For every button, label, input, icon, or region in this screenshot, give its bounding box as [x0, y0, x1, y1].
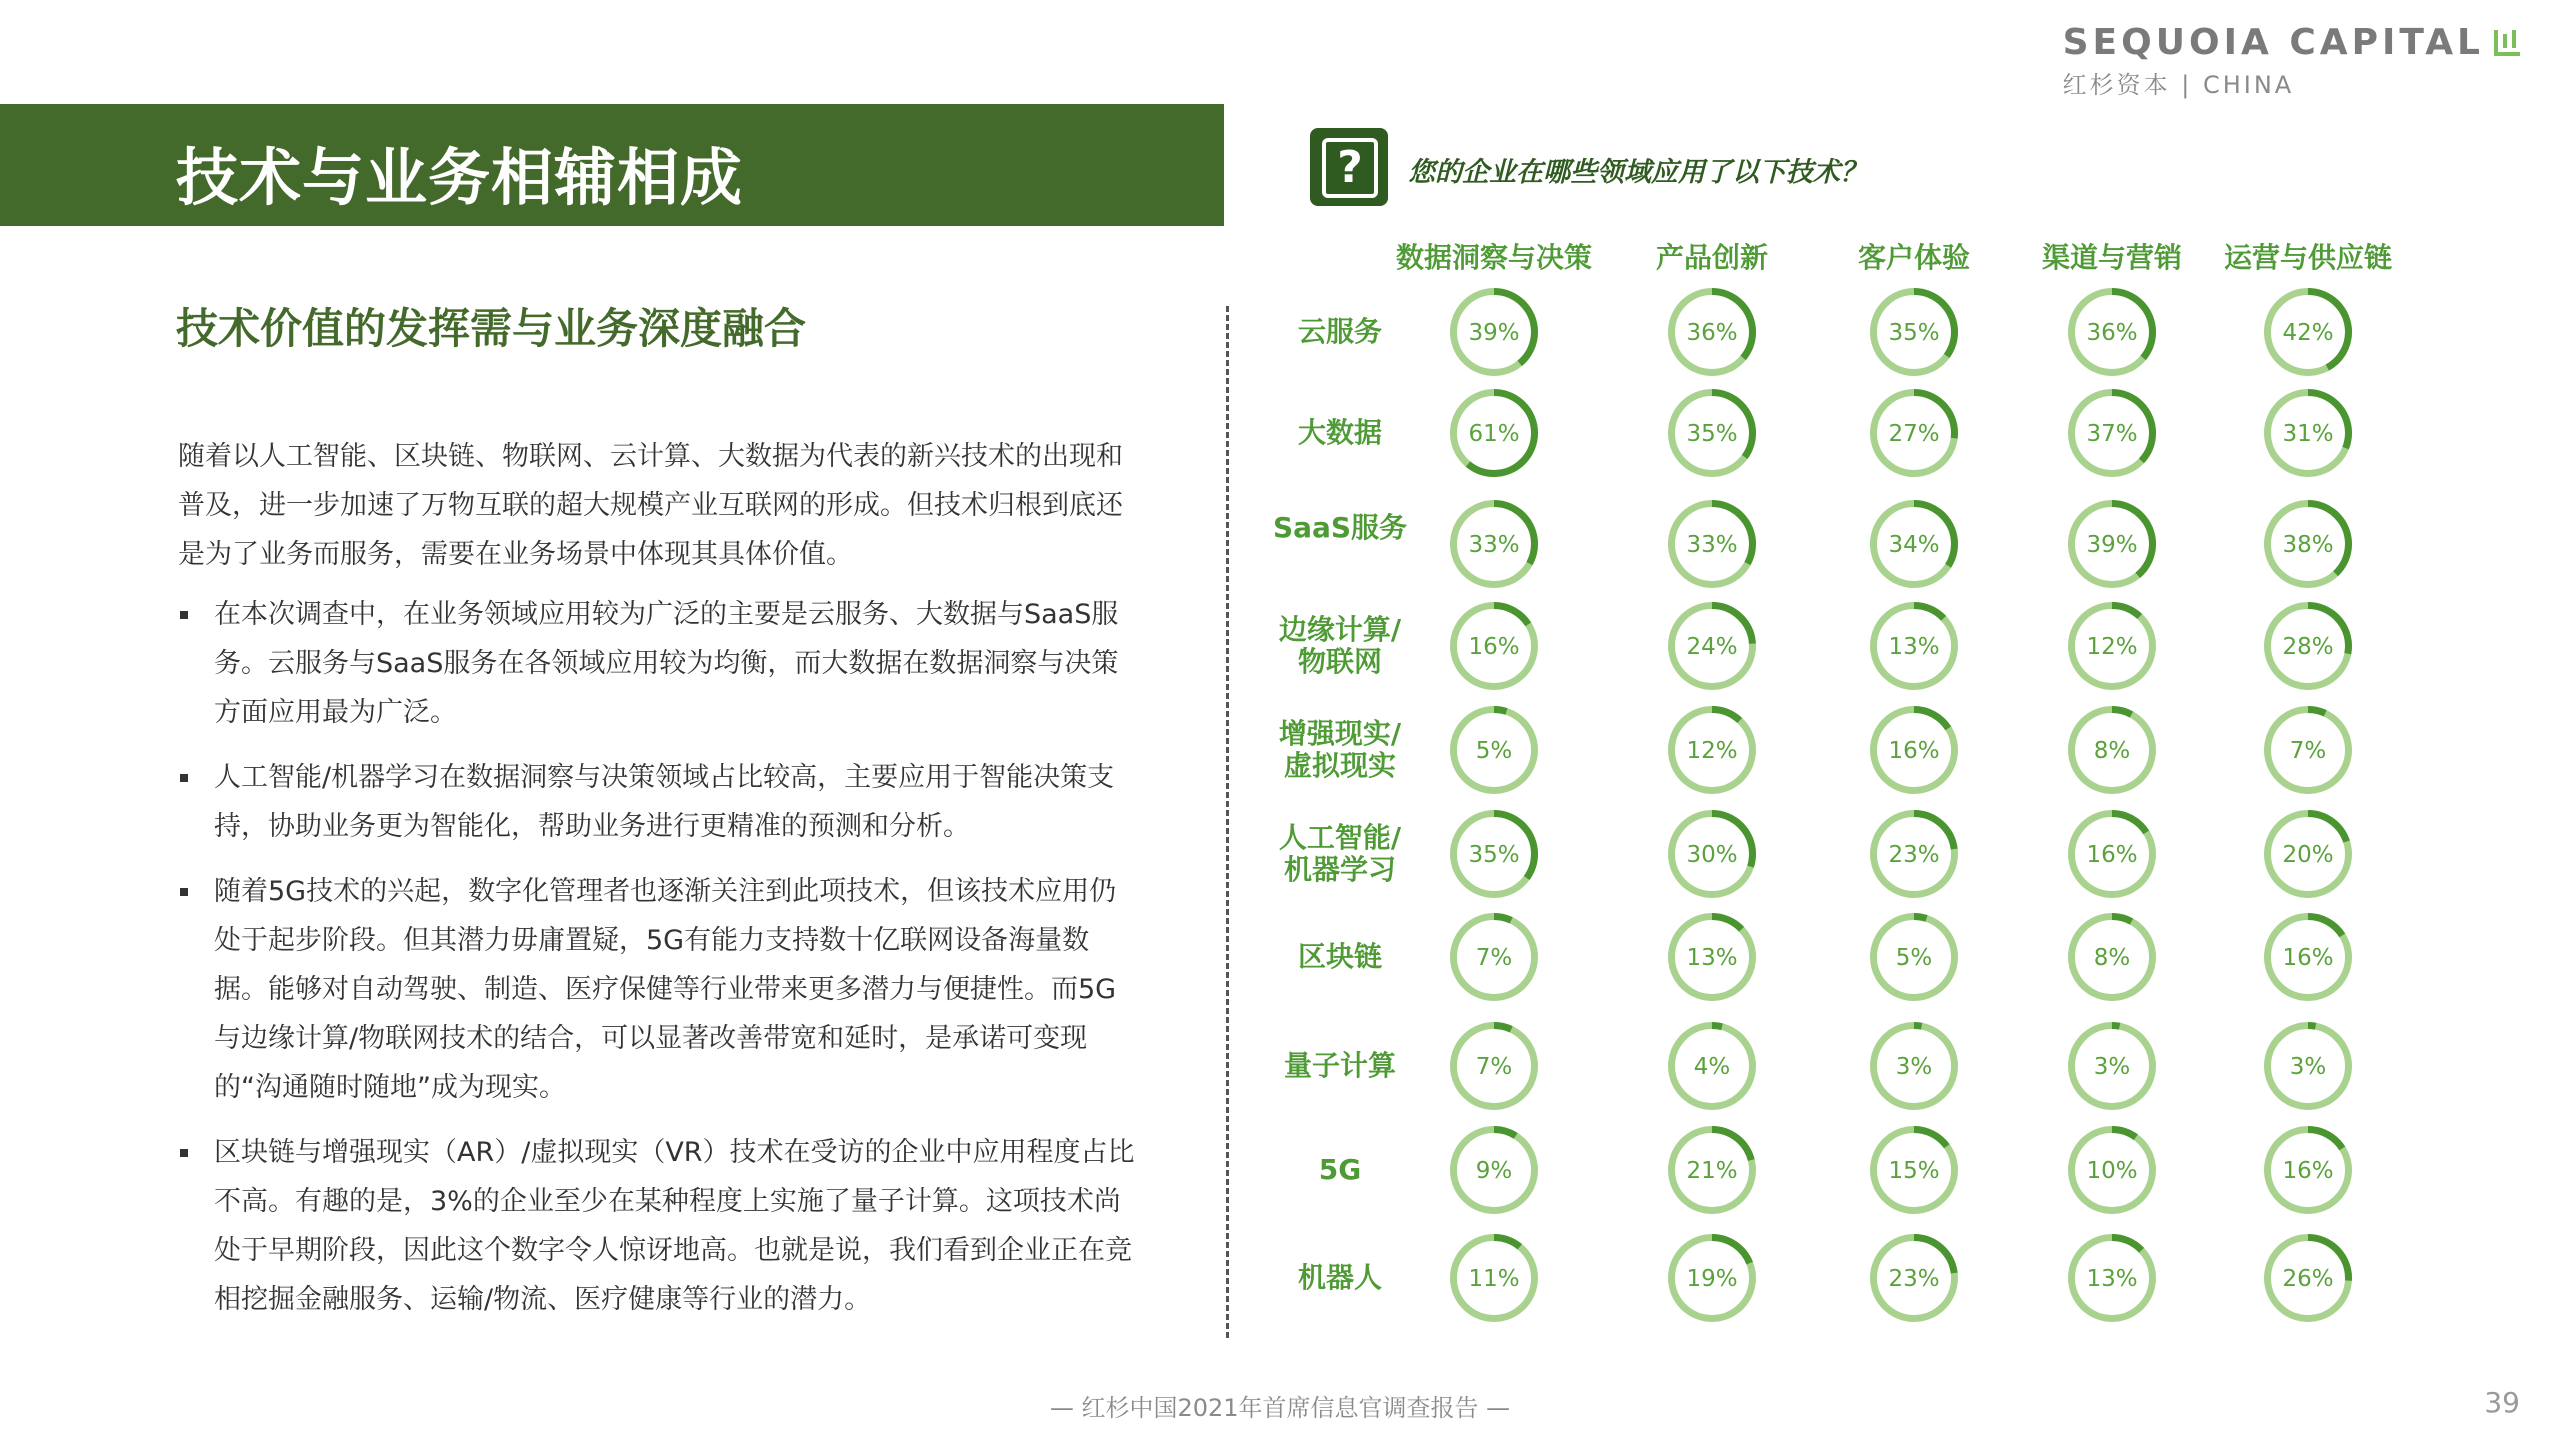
donut [1454, 1130, 1535, 1211]
donut [1672, 917, 1753, 998]
donut [2268, 504, 2349, 585]
donut-value-label: 3% [2289, 1054, 2327, 1080]
donut [1672, 292, 1753, 373]
donut-value-label: 16% [2086, 842, 2138, 868]
donut-value-label: 30% [1686, 842, 1738, 868]
donut-value-label: 7% [1475, 1054, 1513, 1080]
donut [2268, 292, 2349, 373]
donut-value-label: 36% [1686, 320, 1738, 346]
donut [2268, 1130, 2349, 1211]
bullet-item: 区块链与增强现实（AR）/虚拟现实（VR）技术在受访的企业中应用程度占比不高。有趣的是，3%的企业至少在某种程度上实施了量子计算。这项技术尚处于早期阶段，因此这个数字令人惊讶地高。也就是说，我们看到企业正在竞相挖掘金融服务、运输/物流、医疗健康等行业的潜力。 [178, 1128, 1138, 1324]
donut-value-label: 34% [1888, 532, 1940, 558]
donut-value-label: 16% [2282, 945, 2334, 971]
donut-value-label: 11% [1468, 1266, 1520, 1292]
donut [1454, 917, 1535, 998]
bullet-item: 人工智能/机器学习在数据洞察与决策领域占比较高，主要应用于智能决策支持，协助业务更为智能化，帮助业务进行更精准的预测和分析。 [178, 753, 1138, 851]
donut-value-label: 39% [1468, 320, 1520, 346]
bullet-item: 随着5G技术的兴起，数字化管理者也逐渐关注到此项技术，但该技术应用仍处于起步阶段。但其潜力毋庸置疑，5G有能力支持数十亿联网设备海量数据。能够对自动驾驶、制造、医疗保健等行业带来更多潜力与便捷性。而5G与边缘计算/物联网技术的结合，可以显著改善带宽和延时，是承诺可变现的“沟通随时随地”成为现实。 [178, 867, 1138, 1112]
row-label: 量子计算 [1283, 1049, 1396, 1082]
donut [2268, 917, 2349, 998]
intro-paragraph: 随着以人工智能、区块链、物联网、云计算、大数据为代表的新兴技术的出现和普及，进一步加速了万物互联的超大规模产业互联网的形成。但技术归根到底还是为了业务而服务，需要在业务场景中体现其具体价值。 [178, 441, 1123, 570]
donut [1672, 504, 1753, 585]
question-icon: ? [1310, 128, 1388, 206]
donut [1672, 1238, 1753, 1319]
logo-text: SEQUOIA CAPITAL [2062, 22, 2484, 63]
donut [1874, 606, 1955, 687]
row-label: 机器人 [1297, 1261, 1382, 1294]
donut [1874, 710, 1955, 791]
donut-value-label: 35% [1686, 421, 1738, 447]
donut [1874, 1130, 1955, 1211]
row-label: 5G [1318, 1153, 1362, 1186]
donut-value-label: 61% [1468, 421, 1520, 447]
donut [2268, 606, 2349, 687]
column-header: 渠道与营销 [2041, 241, 2182, 274]
donut-value-label: 16% [2282, 1158, 2334, 1184]
donut [2072, 814, 2153, 895]
donut-value-label: 12% [2086, 634, 2138, 660]
donut-value-label: 19% [1686, 1266, 1738, 1292]
donut-value-label: 26% [2282, 1266, 2334, 1292]
donut-value-label: 21% [1686, 1158, 1738, 1184]
row-label: 边缘计算/ 物联网 [1278, 613, 1402, 678]
donut-value-label: 35% [1468, 842, 1520, 868]
donut-value-label: 13% [2086, 1266, 2138, 1292]
row-label: SaaS服务 [1272, 511, 1408, 544]
donut [1874, 292, 1955, 373]
donut-value-label: 7% [1475, 945, 1513, 971]
column-header: 客户体验 [1857, 241, 1970, 274]
donut [2072, 292, 2153, 373]
donut-value-label: 5% [1475, 738, 1513, 764]
donut [1454, 710, 1535, 791]
donut-value-label: 16% [1468, 634, 1520, 660]
donut [2072, 504, 2153, 585]
donut [1454, 292, 1535, 373]
donut [1672, 710, 1753, 791]
section-subtitle: 技术价值的发挥需与业务深度融合 [176, 304, 807, 353]
donut-value-label: 28% [2282, 634, 2334, 660]
donut [1874, 814, 1955, 895]
donut-value-label: 13% [1888, 634, 1940, 660]
row-label: 区块链 [1297, 940, 1382, 973]
donut [2268, 393, 2349, 474]
donut [1874, 504, 1955, 585]
donut [1672, 1130, 1753, 1211]
donut-value-label: 12% [1686, 738, 1738, 764]
donut [1874, 393, 1955, 474]
donut-value-label: 4% [1693, 1054, 1731, 1080]
donut [2268, 710, 2349, 791]
donut-value-label: 3% [1895, 1054, 1933, 1080]
donut-value-label: 7% [2289, 738, 2327, 764]
donut [1874, 1026, 1955, 1107]
donut [2072, 917, 2153, 998]
donut-value-label: 8% [2093, 738, 2131, 764]
column-header: 运营与供应链 [2223, 241, 2392, 274]
donut [1454, 1026, 1535, 1107]
donut [1874, 917, 1955, 998]
bullet-item: 在本次调查中，在业务领域应用较为广泛的主要是云服务、大数据与SaaS服务。云服务与SaaS服务在各领域应用较为均衡，而大数据在数据洞察与决策方面应用最为广泛。 [178, 590, 1138, 737]
row-label: 云服务 [1297, 315, 1382, 348]
donut [2072, 1238, 2153, 1319]
page-title: 技术与业务相辅相成 [176, 141, 744, 214]
page-number: 39 [2484, 1386, 2520, 1419]
donut [2072, 1026, 2153, 1107]
donut-value-label: 23% [1888, 1266, 1940, 1292]
donut [2072, 606, 2153, 687]
donut-value-label: 15% [1888, 1158, 1940, 1184]
donut [2268, 814, 2349, 895]
donut [1454, 606, 1535, 687]
donut [1454, 814, 1535, 895]
donut-value-label: 33% [1686, 532, 1738, 558]
donut-value-label: 36% [2086, 320, 2138, 346]
donut-value-label: 9% [1475, 1158, 1513, 1184]
column-header: 产品创新 [1655, 241, 1768, 274]
donut [1454, 1238, 1535, 1319]
donut-value-label: 20% [2282, 842, 2334, 868]
donut [2072, 393, 2153, 474]
logo-subtext: 红杉资本 | CHINA [2062, 71, 2295, 99]
donut [1672, 1026, 1753, 1107]
donut-value-label: 24% [1686, 634, 1738, 660]
donut-value-label: 5% [1895, 945, 1933, 971]
donut [2072, 1130, 2153, 1211]
donut [2072, 710, 2153, 791]
column-header: 数据洞察与决策 [1395, 241, 1592, 274]
donut-value-label: 39% [2086, 532, 2138, 558]
donut-value-label: 35% [1888, 320, 1940, 346]
donut-value-label: 13% [1686, 945, 1738, 971]
donut-value-label: 42% [2282, 320, 2334, 346]
donut [1672, 606, 1753, 687]
donut-value-label: 3% [2093, 1054, 2131, 1080]
row-label: 增强现实/ 虚拟现实 [1278, 717, 1402, 782]
donut-value-label: 38% [2282, 532, 2334, 558]
row-label: 人工智能/ 机器学习 [1278, 821, 1402, 886]
donut-value-label: 10% [2086, 1158, 2138, 1184]
donut [1874, 1238, 1955, 1319]
survey-question: 您的企业在哪些领域应用了以下技术？ [1408, 157, 1867, 188]
donut-value-label: 27% [1888, 421, 1940, 447]
donut-value-label: 33% [1468, 532, 1520, 558]
donut [2268, 1026, 2349, 1107]
donut [2268, 1238, 2349, 1319]
donut-value-label: 37% [2086, 421, 2138, 447]
donut [1672, 814, 1753, 895]
donut-value-label: 8% [2093, 945, 2131, 971]
footer-text: — 红杉中国2021年首席信息官调查报告 — [1049, 1394, 1511, 1422]
row-label: 大数据 [1297, 416, 1382, 449]
donut-value-label: 16% [1888, 738, 1940, 764]
donut [1454, 393, 1535, 474]
donut [1454, 504, 1535, 585]
donut-value-label: 23% [1888, 842, 1940, 868]
donut [1672, 393, 1753, 474]
donut-value-label: 31% [2282, 421, 2334, 447]
